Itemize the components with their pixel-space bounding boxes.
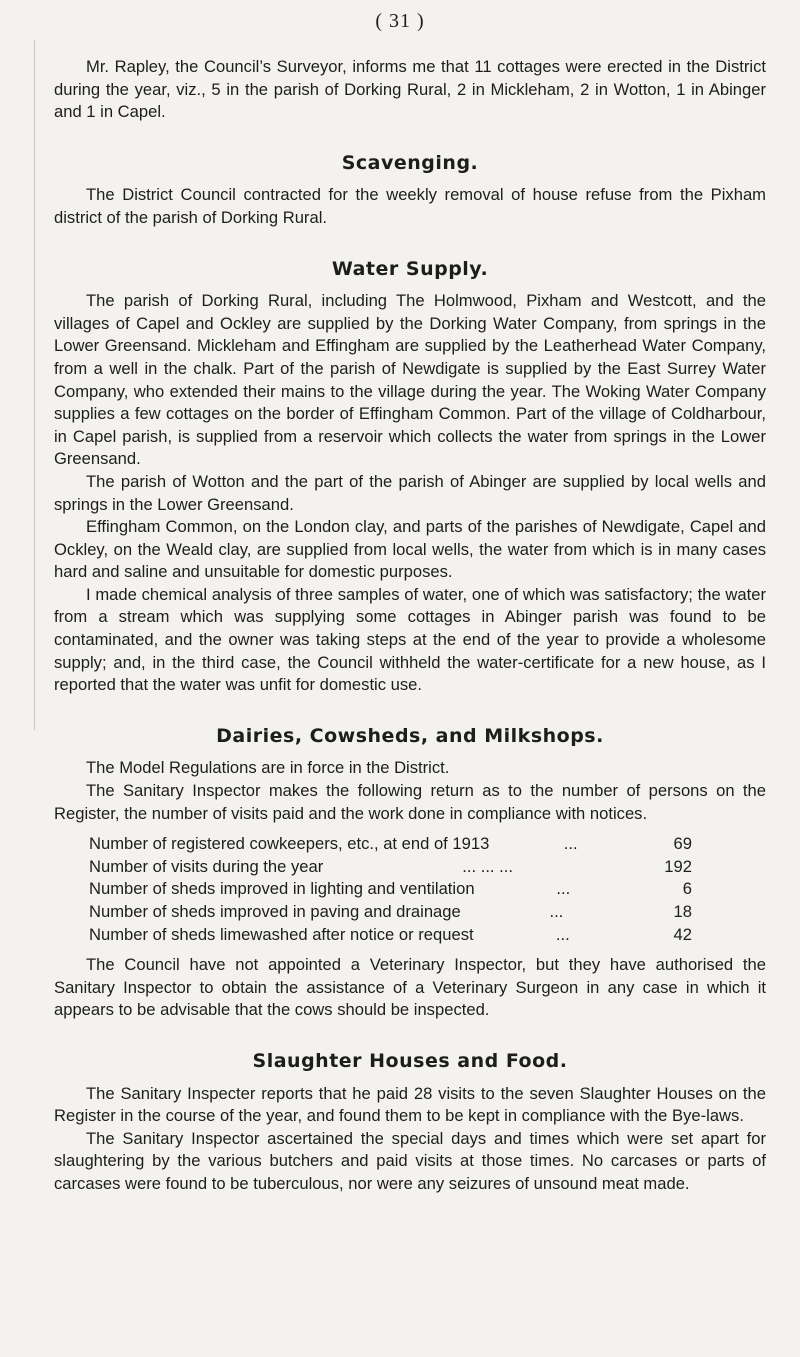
- statistic-row: [89, 924, 692, 947]
- statistic-label: Number of registered cowkeepers, etc., at end of 1913: [89, 834, 490, 854]
- binding-margin-line: [34, 40, 35, 730]
- water-supply-paragraph-1: The parish of Dorking Rural, including The Holmwood, Pixham and Westcott, and the villages of Capel and Ockley are supplied by the Dorking Water Company, from springs in the Lower Greensand. Mickleham and Effingham are supplied by the Leatherhead Water Company, from a well in the chalk. Part of the parish of Newdigate is supplied by the East Surrey Water Company, who extended their mains to the village during the year. The Woking Water Company supplies a few cottages on the border of Effingham Common. Part of the village of Coldharbour, in Capel parish, is supplied from a reservoir which collects the water from springs in the Lower Greensand.: [54, 291, 766, 469]
- statistic-label: Number of sheds improved in lighting and ventilation: [89, 879, 475, 899]
- scavenging-paragraph: The District Council contracted for the weekly removal of house refuse from the Pixham district of the parish of Dorking Rural.: [54, 185, 766, 227]
- intro-paragraph: Mr. Rapley, the Council’s Surveyor, informs me that 11 cottages were erected in the District during the year, viz., 5 in the parish of Dorking Rural, 2 in Mickleham, 2 in Wotton, 1 in Abinger and 1 in Capel.: [54, 57, 766, 122]
- statistic-row: [89, 833, 692, 856]
- dairies-paragraph-1: The Model Regulations are in force in the District.: [86, 758, 450, 778]
- statistic-value: 42: [673, 924, 692, 944]
- statistic-value: 192: [664, 856, 692, 876]
- statistic-label: Number of sheds limewashed after notice or request: [89, 924, 474, 944]
- statistic-value: 6: [682, 879, 692, 899]
- slaughter-paragraph-1: The Sanitary Inspecter reports that he paid 28 visits to the seven Slaughter Houses on the Register in the course of the year, and found them to be kept in compliance with the Bye-laws.: [54, 1083, 766, 1126]
- cowshed-statistics: [89, 833, 692, 946]
- statistic-row: [89, 856, 692, 879]
- page-content: [54, 56, 766, 1196]
- statistic-leader: ... ... ...: [462, 856, 513, 876]
- slaughter-houses-heading: Slaughter Houses and Food.: [252, 1049, 568, 1072]
- water-supply-paragraph-3: Effingham Common, on the London clay, and parts of the parishes of Newdigate, Capel and Ockley, on the Weald clay, are supplied from local wells, the water from which is in many cases hard and saline and unsuitable for domestic purposes.: [54, 517, 766, 582]
- statistic-leader: ...: [563, 834, 578, 854]
- statistic-leader: ...: [556, 879, 571, 899]
- statistic-label: Number of visits during the year: [89, 856, 324, 876]
- statistic-value: 69: [673, 834, 692, 854]
- statistic-label: Number of sheds improved in paving and drainage: [89, 902, 461, 921]
- page-number: ( 31 ): [375, 10, 425, 32]
- statistic-value: 18: [673, 902, 692, 921]
- scavenging-heading: Scavenging.: [341, 151, 479, 174]
- statistic-row: [89, 878, 692, 901]
- water-supply-paragraph-4: I made chemical analysis of three samples of water, one of which was satisfactory; the water from a stream which was supplying some cottages in Abinger parish was found to be contaminated, and the owner was taking steps at the end of the year to provide a wholesome supply; and, in the third case, the Council withheld the water-certificate for a new house, as I reported that the water was unfit for domestic use.: [54, 584, 766, 695]
- dairies-paragraph-2: The Sanitary Inspector makes the following return as to the number of persons on the Register, the number of visits paid and the work done in compliance with notices.: [54, 781, 766, 823]
- dairies-heading: Dairies, Cowsheds, and Milkshops.: [216, 724, 604, 747]
- dairies-closing-paragraph: The Council have not appointed a Veterinary Inspector, but they have authorised the Sanitary Inspector to obtain the assistance of a Veterinary Surgeon in any case in which it appears to be advisable that the cows should be inspected.: [54, 955, 766, 1020]
- statistic-leader: ...: [555, 924, 570, 944]
- water-supply-heading: Water Supply.: [331, 257, 489, 280]
- slaughter-paragraph-2: The Sanitary Inspector ascertained the special days and times which were set apart for slaughtering by the various butchers and paid visits at those times. No carcases or parts of carcases were found to be tuberculous, nor were any seizures of unsound meat made.: [54, 1128, 766, 1193]
- statistic-row: [89, 901, 692, 924]
- water-supply-paragraph-2: The parish of Wotton and the part of the parish of Abinger are supplied by local wells and springs in the Lower Greensand.: [54, 471, 766, 514]
- statistic-leader: ...: [549, 902, 564, 921]
